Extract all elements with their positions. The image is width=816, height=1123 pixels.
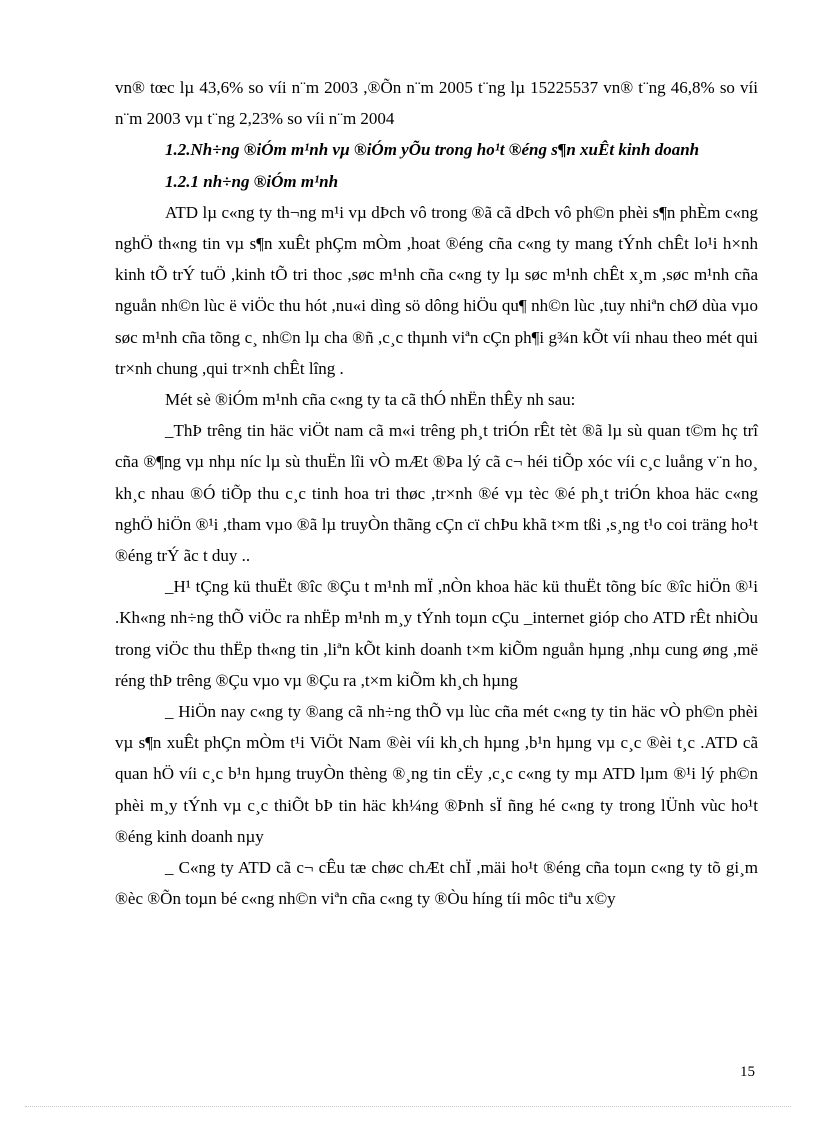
paragraph-atd-overview: ATD lµ c«ng ty th¬ng m¹i vµ dÞch vô trong ®ã cã dÞch vô ph©n phèi s¶n phÈm c«ng nghÖ th«ng tin vµ s¶n xuÊt phÇm mÒm ,hoat ®éng cña c«ng ty mang tÝnh chÊt lo¹i h×nh kinh tÕ trÝ tuÖ ,kinh tÕ tri thoc ,søc m¹nh cña c«ng ty lµ søc m¹nh chÊt x¸m ,søc m¹nh cña nguån nh©n lùc ë viÖc thu hót ,nu«i dìng sö dông hiÖu qu¶ nh©n lùc ,tuy nhiªn chØ dùa vµo søc m¹nh cña tõng c¸ nh©n lµ cha ®ñ ,c¸c thµnh viªn cÇn ph¶i g¾n kÕt víi nhau theo mét qui tr×nh chung ,qui tr×nh chÊt lîng .: [115, 202, 758, 378]
paragraph-market-environment: _ThÞ trêng tin häc viÖt nam cã m«i trêng ph¸t triÓn rÊt tèt ®ã lµ sù quan t©m hç trî cña ®¶ng vµ nhµ níc lµ sù thuËn lîi vÒ mÆt ®Þa lý cã c¬ héi tiÕp xóc víi c¸c luång v¨n ho¸ kh¸c nhau ®Ó tiÕp thu c¸c tinh hoa tri thøc ,tr×nh ®é vµ tèc ®é ph¸t triÓn khoa häc c«ng nghÖ hiÖn ®¹i ,tham vµo ®ã lµ truyÒn thãng cÇn cï chÞu khã t×m tßi ,s¸ng t¹o coi träng ho¹t ®éng trÝ ãc t duy ..: [115, 421, 758, 566]
body-text: [115, 72, 758, 914]
paragraph-company-position: _ HiÖn nay c«ng ty ®ang cã nh÷ng thÕ vµ lùc cña mét c«ng ty tin häc vÒ ph©n phèi vµ s¶n xuÊt phÇn mÒm t¹i ViÖt Nam ®èi víi kh¸ch hµng ,b¹n hµng vµ c¸c ®èi t¸c .ATD cã quan hÖ víi c¸c b¹n hµng truyÒn thèng ®¸ng tin cËy ,c¸c c«ng ty mµ ATD lµm ®¹i lý ph©n phèi m¸y tÝnh vµ c¸c thiÕt bÞ tin häc kh¼ng ®Þnh sÏ ñng hé c«ng ty trong lÜnh vùc ho¹t ®éng kinh doanh nµy: [115, 702, 758, 846]
paragraph-strengths-intro: Mét sè ®iÓm m¹nh cña c«ng ty ta cã thÓ nhËn thÊy nh sau:: [165, 390, 576, 410]
footer-divider: [25, 1106, 791, 1107]
page-number: 15: [740, 1064, 755, 1080]
subsection-heading-strengths: 1.2.1 nh÷ng ®iÓm m¹nh: [165, 171, 339, 191]
paragraph-growth-continued: vn® tœc lµ 43,6% so víi n¨m 2003 ,®Õn n¨m 2005 t¨ng lµ 15225537 vn® t¨ng 46,8% so víi n¨m 2003 vµ t¨ng 2,23% so víi n¨m 2004: [115, 78, 758, 129]
paragraph-organization: _ C«ng ty ATD cã c¬ cÊu tæ chøc chÆt chÏ ,mäi ho¹t ®éng cña toµn c«ng ty tõ gi¸m ®èc ®Õn toµn bé c«ng nh©n viªn cña c«ng ty ®Òu híng tíi môc tiªu x©y: [115, 858, 758, 909]
paragraph-infrastructure: _H¹ tÇng kü thuËt ®îc ®Çu t m¹nh mÏ ,nÒn khoa häc kü thuËt tõng bíc ®îc hiÖn ®¹i .Kh«ng nh÷ng thÕ viÖc ra nhËp m¹nh m¸y tÝnh toµn cÇu _internet gióp cho ATD rÊt nhiÒu trong viÖc thu thËp th«ng tin ,liªn kÕt kinh doanh t×m kiÕm nguån hµng ,nhµ cung øng ,më réng thÞ trêng ®Çu vµo vµ ®Çu ra ,t×m kiÕm kh¸ch hµng: [115, 577, 758, 690]
section-heading-strengths-weaknesses: 1.2.Nh÷ng ®iÓm m¹nh vµ ®iÓm yÕu trong ho¹t ®éng s¶n xuÊt kinh doanh: [165, 140, 700, 160]
